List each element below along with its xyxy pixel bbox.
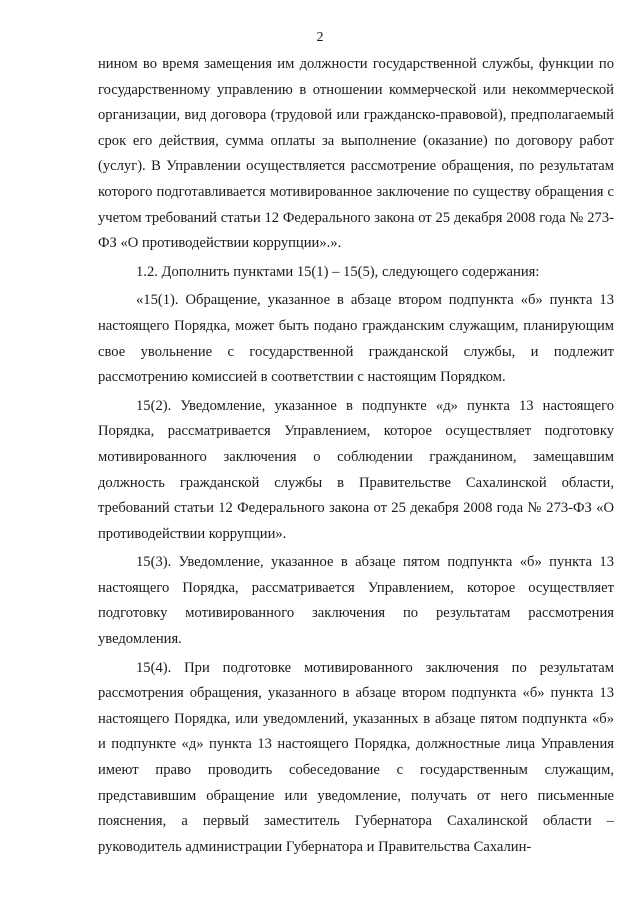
paragraph-15-2: 15(2). Уведомление, указанное в подпункте «д» пункта 13 настоящего Порядка, рассматривается Управлением, которое осуществляет подготовку мотивированного заключения о соблюдении гражданином, замещавшим должность гражданской службы в Правительстве Сахалинской области, требований статьи 12 Федерального закона от 25 декабря 2008 года № 273-ФЗ «О противодействии коррупции». — [98, 397, 614, 542]
paragraph-1-2: 1.2. Дополнить пунктами 15(1) – 15(5), следующего содержания: — [136, 263, 540, 280]
page-number: 2 — [316, 30, 324, 45]
paragraph-15-4: 15(4). При подготовке мотивированного заключения по результатам рассмотрения обращения, указанного в абзаце втором подпункта «б» пункта 13 настоящего Порядка, или уведомлений, указанных в абзаце пятом подпункта «б» и подпункте «д» пункта 13 настоящего Порядка, должностные лица Управления имеют право проводить собеседование с государственным служащим, представившим обращение или уведомление, получать от него письменные пояснения, а первый заместитель Губернатора Сахалинской области – руководитель администрации Губернатора и Правительства Сахалин- — [98, 659, 614, 855]
document-body — [98, 52, 614, 860]
paragraph-continuation: нином во время замещения им должности государственной службы, функции по государственному управлению в отношении коммерческой или некоммерческой организации, вид договора (трудовой или гражданско-правовой), предполагаемый срок его действия, сумма оплаты за выполнение (оказание) по договору работ (услуг). В Управлении осуществляется рассмотрение обращения, по результатам которого подготавливается мотивированное заключение по существу обращения с учетом требований статьи 12 Федерального закона от 25 декабря 2008 года № 273-ФЗ «О противодействии коррупции».». — [98, 56, 614, 252]
paragraph-15-3: 15(3). Уведомление, указанное в абзаце пятом подпункта «б» пункта 13 настоящего Порядка, рассматривается Управлением, которое осуществляет подготовку мотивированного заключения по результатам рассмотрения уведомления. — [98, 554, 614, 648]
paragraph-15-1: «15(1). Обращение, указанное в абзаце втором подпункта «б» пункта 13 настоящего Порядка, может быть подано гражданским служащим, планирующим свое увольнение с государственной гражданской службы, и подлежит рассмотрению комиссией в соответствии с настоящим Порядком. — [98, 292, 614, 386]
